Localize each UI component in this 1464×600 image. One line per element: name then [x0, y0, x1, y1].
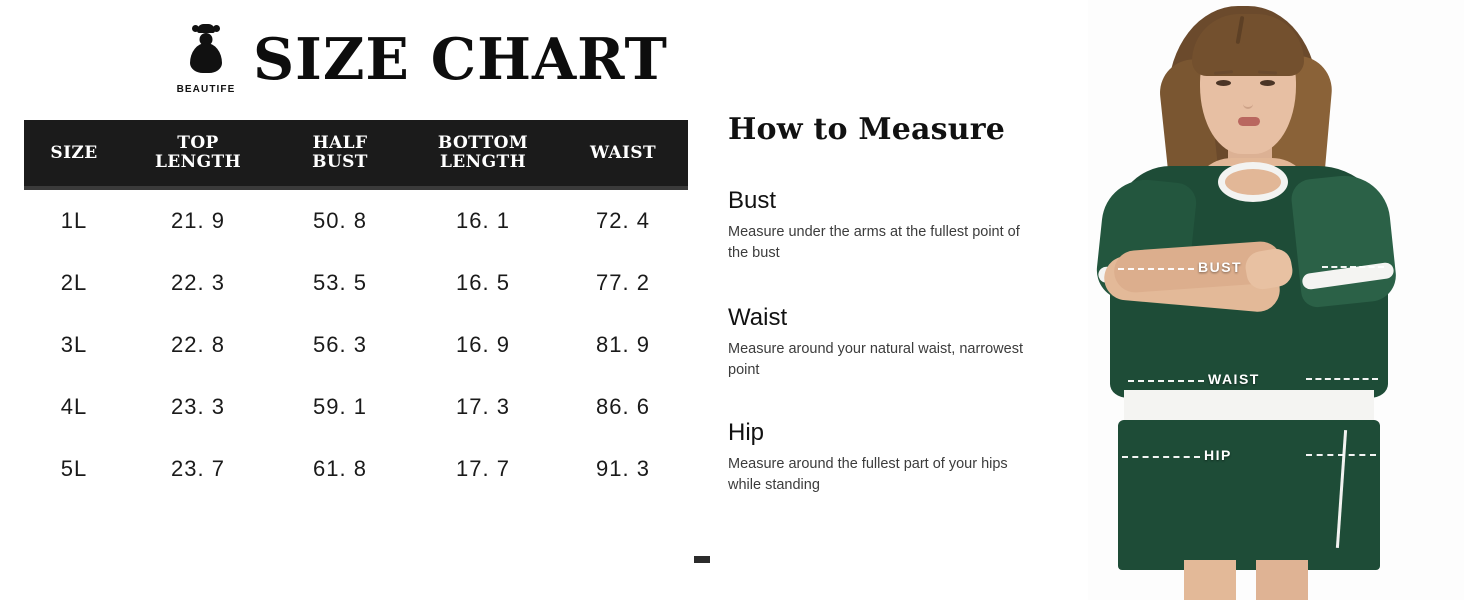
cell-half-bust: 53. 5 — [313, 270, 367, 295]
cell-size: 1L — [60, 208, 88, 233]
cell-waist: 81. 9 — [596, 332, 650, 357]
column-header-bottom-length: BOTTOM LENGTH — [408, 120, 558, 188]
size-table-head — [24, 120, 688, 188]
measure-item-title: Hip — [728, 419, 765, 446]
cell-size: 5L — [60, 456, 88, 481]
chart-header — [175, 24, 668, 95]
table-row — [24, 314, 688, 376]
cell-bottom-length: 16. 9 — [456, 332, 510, 357]
table-row — [24, 252, 688, 314]
cell-size: 2L — [60, 270, 88, 295]
size-table — [24, 120, 688, 500]
column-header-half-bust: HALF BUST — [272, 120, 408, 188]
hip-guide-line-left — [1122, 456, 1200, 458]
measure-item-description: Measure around your natural waist, narrowest point — [728, 341, 1023, 378]
hip-guide-label: HIP — [1204, 447, 1232, 463]
measure-item-bust — [728, 188, 1048, 264]
cell-bottom-length: 17. 7 — [456, 456, 510, 481]
waist-guide-label: WAIST — [1208, 371, 1260, 387]
cell-half-bust: 50. 8 — [313, 208, 367, 233]
measure-item-title: Waist — [728, 304, 788, 331]
brand-logo — [175, 24, 237, 95]
cell-bottom-length: 16. 1 — [456, 208, 510, 233]
size-table-body — [24, 188, 688, 500]
page-title: SIZE CHART — [253, 26, 668, 93]
eye-left — [1216, 80, 1231, 86]
leg-left — [1184, 560, 1236, 600]
leg-right — [1256, 560, 1308, 600]
bust-guide-line-left — [1118, 268, 1194, 270]
hip-guide-line-right — [1306, 454, 1376, 456]
size-chart-panel — [0, 0, 706, 600]
measure-item-title: Bust — [728, 187, 777, 214]
bust-guide-line-right — [1322, 266, 1384, 268]
cell-top-length: 23. 3 — [171, 394, 225, 419]
table-row — [24, 376, 688, 438]
column-header-top-length: TOP LENGTH — [124, 120, 272, 188]
cell-size: 4L — [60, 394, 88, 419]
woman-silhouette-icon — [186, 24, 226, 82]
how-to-measure-title: How to Measure — [728, 112, 1006, 147]
measure-item-waist — [728, 305, 1048, 381]
table-row — [24, 438, 688, 500]
cell-size: 3L — [60, 332, 88, 357]
table-row — [24, 188, 688, 252]
measure-item-description: Measure under the arms at the fullest point of the bust — [728, 224, 1020, 261]
nose — [1243, 99, 1253, 109]
cell-half-bust: 61. 8 — [313, 456, 367, 481]
brand-name: BEAUTIFE — [176, 84, 236, 95]
cell-waist: 77. 2 — [596, 270, 650, 295]
how-to-measure-panel — [728, 0, 1088, 600]
divider-dash — [694, 556, 710, 563]
cell-bottom-length: 16. 5 — [456, 270, 510, 295]
measure-item-description: Measure around the fullest part of your hips while standing — [728, 456, 1008, 493]
cell-waist: 72. 4 — [596, 208, 650, 233]
waist-guide-line-right — [1306, 378, 1378, 380]
cell-waist: 86. 6 — [596, 394, 650, 419]
cell-top-length: 22. 3 — [171, 270, 225, 295]
lips — [1238, 117, 1260, 126]
cell-bottom-length: 17. 3 — [456, 394, 510, 419]
cell-top-length: 21. 9 — [171, 208, 225, 233]
column-header-waist: WAIST — [558, 120, 688, 188]
cell-top-length: 23. 7 — [171, 456, 225, 481]
cell-waist: 91. 3 — [596, 456, 650, 481]
waist-guide-line-left — [1128, 380, 1204, 382]
skirt-waistband-trim — [1124, 390, 1374, 424]
model-photo — [1088, 0, 1464, 600]
cell-half-bust: 56. 3 — [313, 332, 367, 357]
cell-top-length: 22. 8 — [171, 332, 225, 357]
table-header-row — [24, 120, 688, 188]
bust-guide-label: BUST — [1198, 259, 1243, 275]
eye-right — [1260, 80, 1275, 86]
column-header-size: SIZE — [24, 120, 124, 188]
shirt-collar-trim — [1218, 162, 1288, 202]
cell-half-bust: 59. 1 — [313, 394, 367, 419]
measure-item-hip — [728, 420, 1048, 496]
